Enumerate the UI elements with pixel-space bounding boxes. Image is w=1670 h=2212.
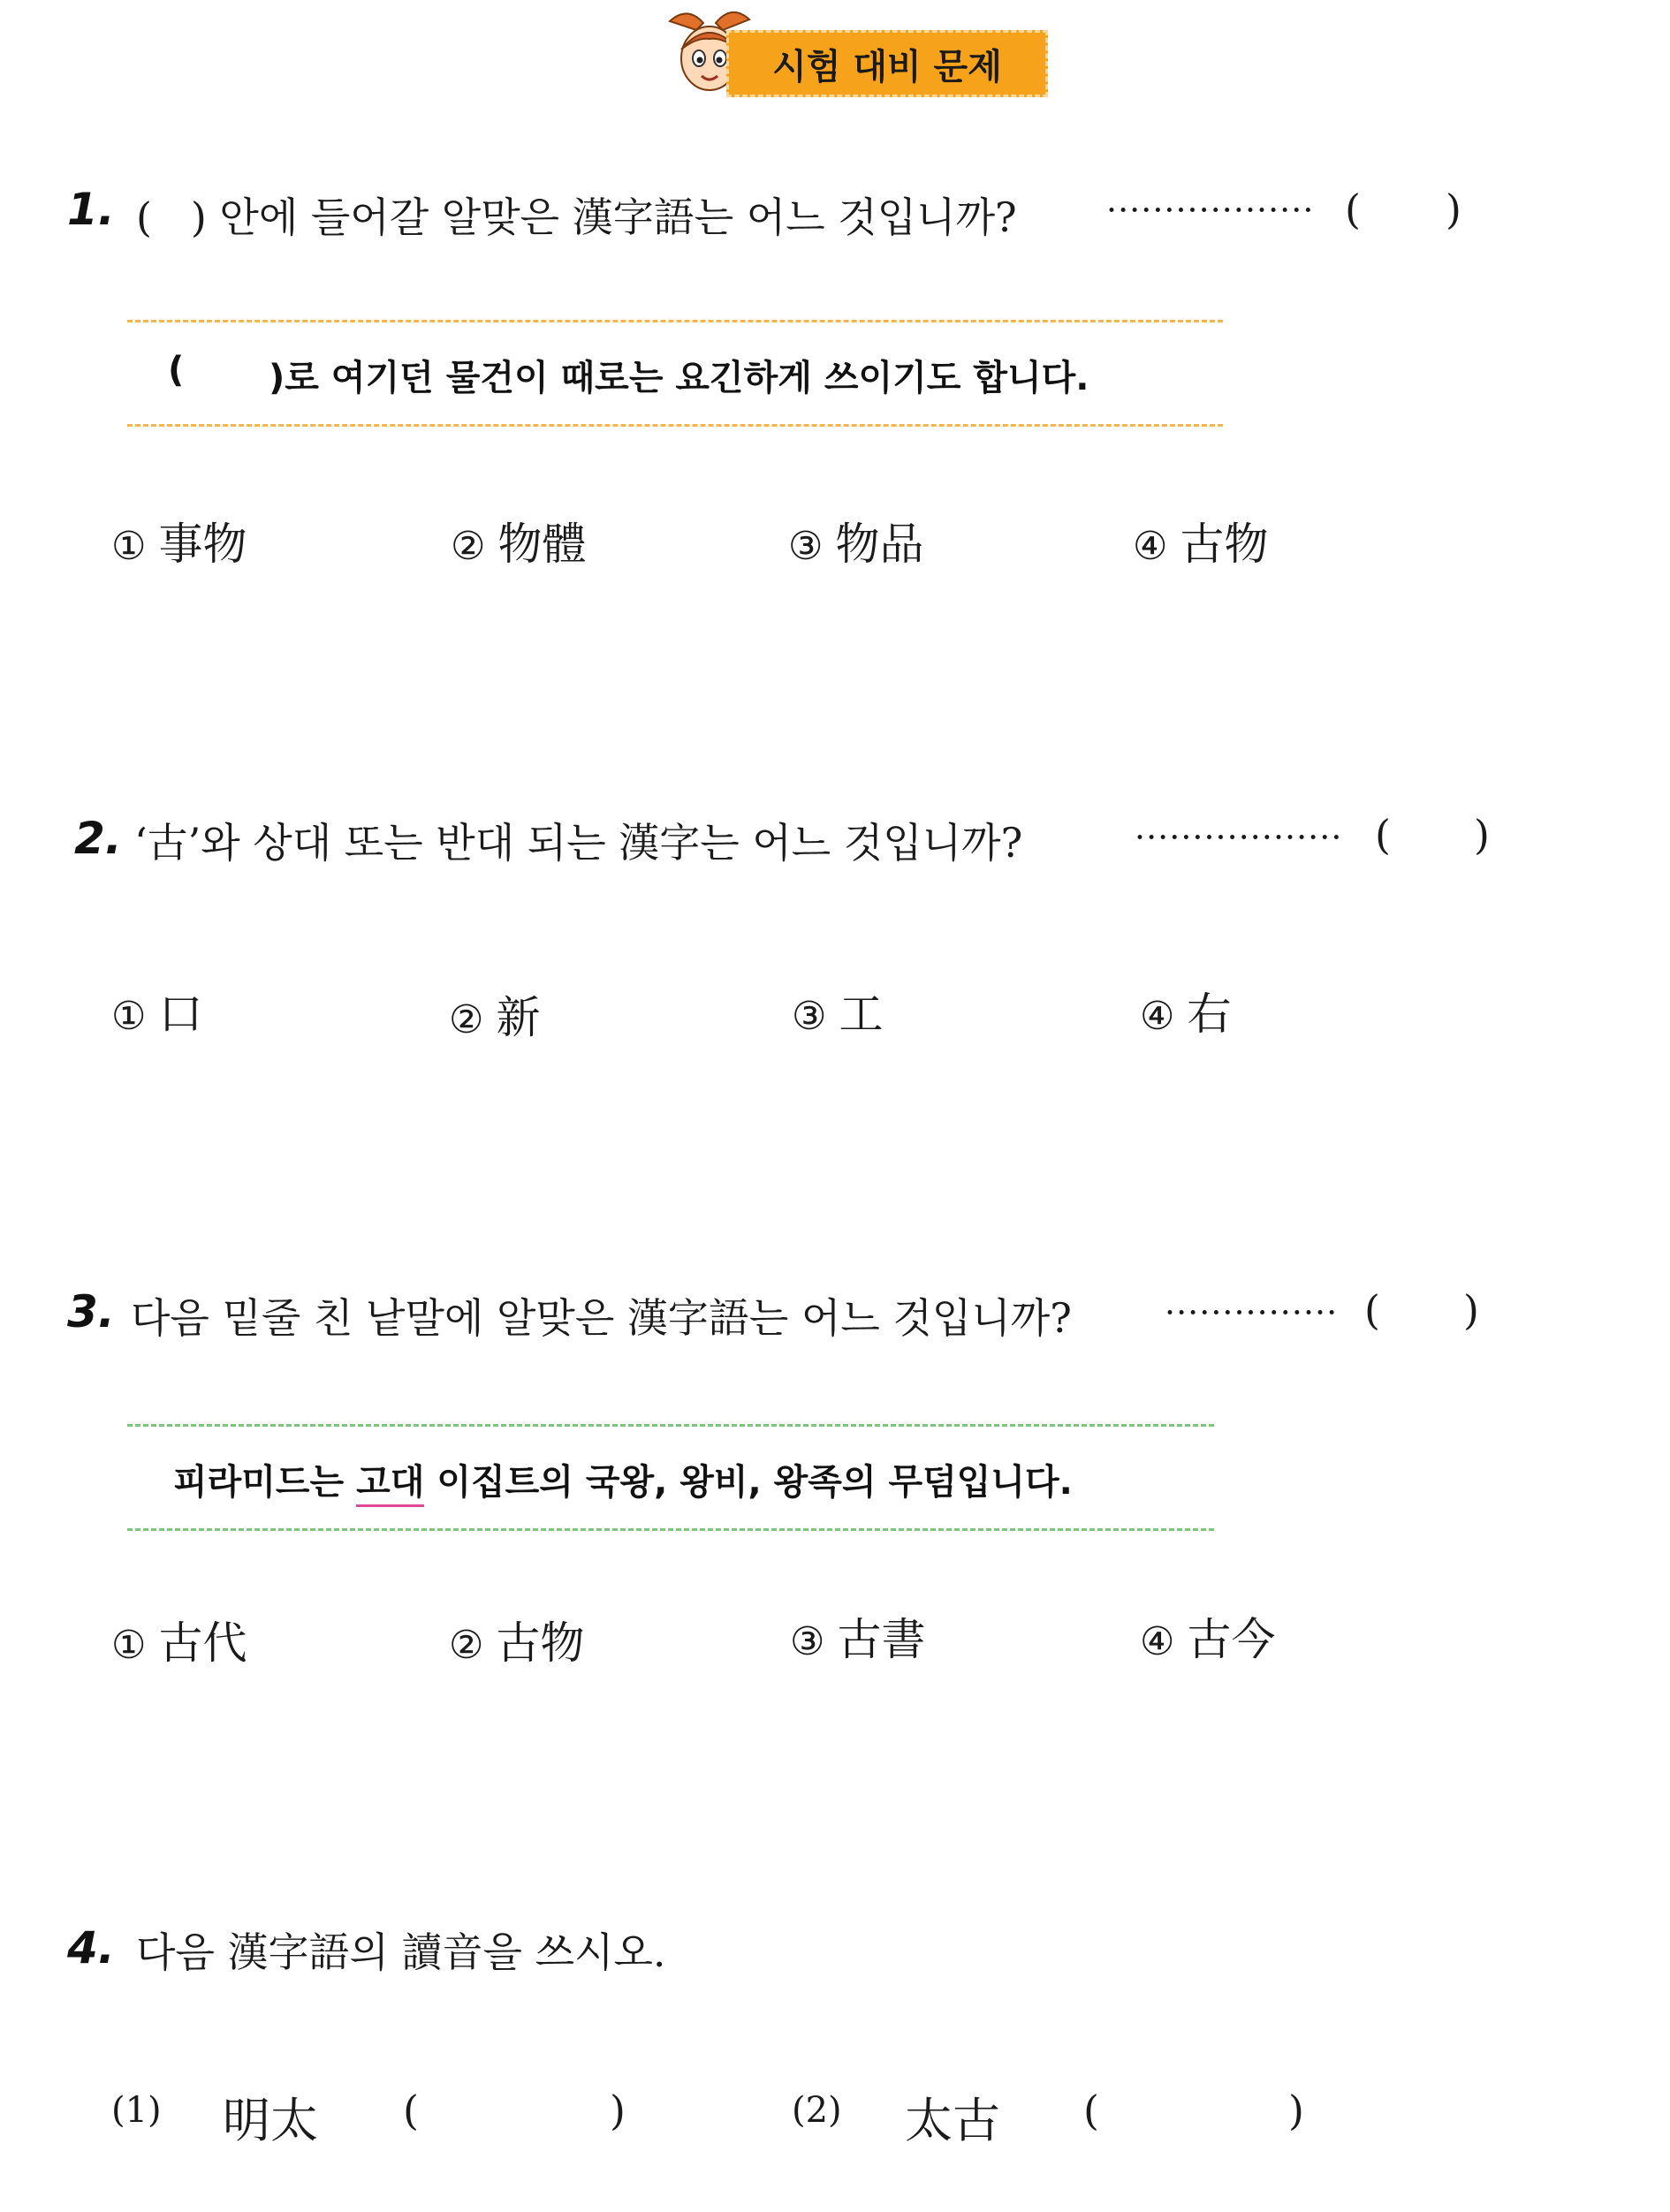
question-3-choice-2[interactable]: ② 古物 [449, 1617, 585, 1669]
question-3-number: 3. [67, 1286, 115, 1337]
question-3-choice-4[interactable]: ④ 古今 [1140, 1614, 1276, 1665]
question-1-box-bottom-line [127, 424, 1223, 427]
question-1-box-top-line [127, 320, 1223, 322]
question-1-text: ( ) 안에 들어갈 알맞은 漢字語는 어느 것입니까? [136, 193, 1017, 241]
question-3-choice-3[interactable]: ③ 古書 [790, 1614, 926, 1665]
question-1-box-paren: ( [168, 350, 185, 390]
question-1-number: 1. [67, 184, 115, 235]
question-4-item-1-answer-close: ) [610, 2087, 626, 2134]
question-4-item-2-answer-close: ) [1288, 2087, 1304, 2134]
question-3-answer-close: ) [1463, 1286, 1479, 1334]
underlined-word: 고대 [356, 1462, 424, 1507]
question-4-item-2-word: 太古 [905, 2093, 1000, 2148]
question-3-box-bottom-line [127, 1528, 1214, 1531]
question-4-text: 다음 漢字語의 讀音을 쓰시오. [136, 1928, 666, 1976]
question-2-answer-close: ) [1474, 811, 1490, 859]
question-4-item-1-number: (1) [111, 2090, 162, 2131]
question-1-box-text: )로 여기던 물건이 때로는 요긴하게 쓰이기도 합니다. [269, 358, 1089, 398]
question-2-number: 2. [74, 813, 122, 864]
question-1-choice-1[interactable]: ① 事物 [111, 519, 247, 570]
question-3-box-top-line [127, 1424, 1214, 1427]
question-2-dots: ·················· [1135, 818, 1343, 857]
question-1-choice-4[interactable]: ④ 古物 [1133, 519, 1269, 570]
question-1-answer-close: ) [1446, 186, 1461, 233]
question-1-choice-2[interactable]: ② 物體 [451, 519, 587, 570]
question-2-choice-3[interactable]: ③ 工 [792, 989, 884, 1040]
question-4-number: 4. [67, 1922, 115, 1973]
question-2-answer-open: ( [1375, 811, 1391, 859]
question-4-item-2-number: (2) [792, 2090, 842, 2131]
question-2-choice-4[interactable]: ④ 右 [1140, 989, 1232, 1040]
question-4-item-1-answer-open[interactable]: ( [403, 2087, 419, 2134]
header-badge [661, 4, 1048, 101]
question-1-dots: ·················· [1106, 191, 1315, 230]
question-1-answer-open: ( [1345, 186, 1361, 233]
question-3-choice-1[interactable]: ① 古代 [111, 1617, 247, 1669]
question-1-choice-3[interactable]: ③ 物品 [788, 519, 924, 570]
question-3-box-sentence: 피라미드는 고대 이집트의 국왕, 왕비, 왕족의 무덤입니다. [173, 1454, 1073, 1504]
question-2-choice-2[interactable]: ② 新 [449, 992, 541, 1043]
question-4-item-1-word: 明太 [223, 2093, 318, 2148]
question-3-answer-open: ( [1364, 1286, 1380, 1334]
question-2-choice-1[interactable]: ① 口 [111, 989, 203, 1040]
question-3-text: 다음 밑줄 친 낱말에 알맞은 漢字語는 어느 것입니까? [131, 1294, 1072, 1342]
question-2-text: ‘古’와 상대 또는 반대 되는 漢字는 어느 것입니까? [134, 819, 1023, 867]
question-3-dots: ··············· [1165, 1293, 1339, 1332]
header-title: 시험 대비 문제 [726, 30, 1048, 97]
question-4-item-2-answer-open[interactable]: ( [1083, 2087, 1099, 2134]
